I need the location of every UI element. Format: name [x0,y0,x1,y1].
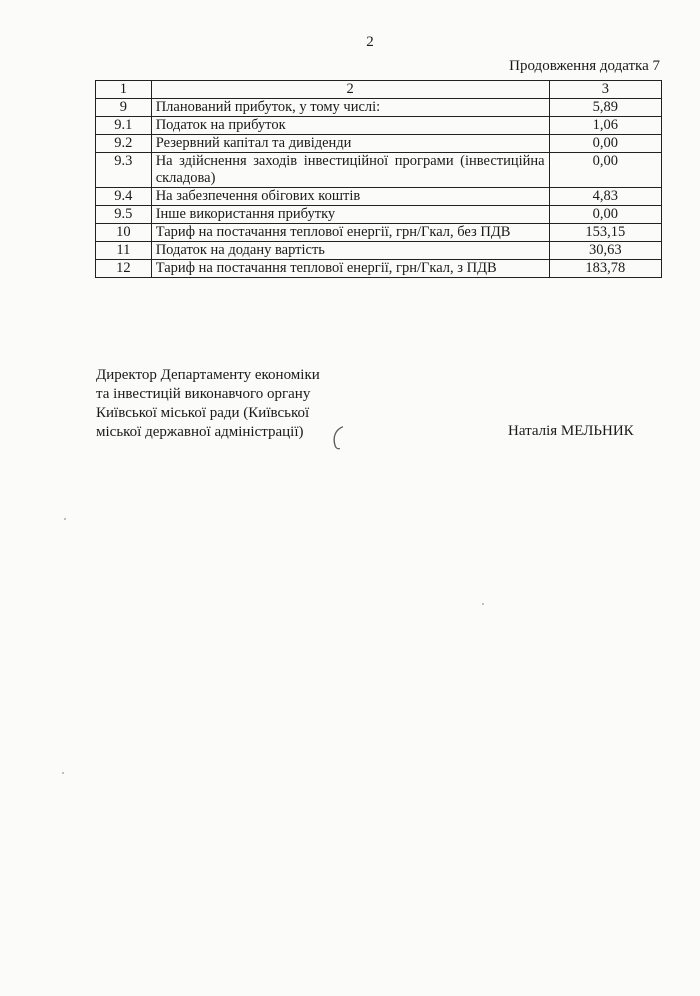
table-header-row [96,81,662,99]
header-col-3: 3 [549,81,661,99]
row-label: Податок на прибуток [151,117,549,135]
table-row [96,224,662,242]
row-label: Резервний капітал та дивіденди [151,135,549,153]
signer-title [96,366,320,442]
row-label: Тариф на постачання теплової енергії, грн/Гкал, без ПДВ [151,224,549,242]
row-number: 9 [96,99,152,117]
row-label: На здійснення заходів інвестиційної програми (інвестиційна складова) [151,153,549,188]
row-value: 30,63 [549,242,661,260]
row-label: Інше використання прибутку [151,206,549,224]
row-number: 11 [96,242,152,260]
row-number: 9.3 [96,153,152,188]
row-value: 0,00 [549,135,661,153]
table-row [96,153,662,188]
scan-speck [64,518,66,520]
table-row [96,99,662,117]
signer-line: Директор Департаменту економіки [96,367,320,383]
row-number: 10 [96,224,152,242]
row-number: 9.1 [96,117,152,135]
page-number: 2 [366,34,374,50]
table-row [96,242,662,260]
scan-speck [62,772,64,774]
row-label: На забезпечення обігових коштів [151,188,549,206]
continuation-label: Продовження додатка 7 [509,58,660,74]
header-col-1: 1 [96,81,152,99]
row-label: Планований прибуток, у тому числі: [151,99,549,117]
signer-name: Наталія МЕЛЬНИК [508,423,634,439]
row-value: 0,00 [549,206,661,224]
row-value: 5,89 [549,99,661,117]
table-row [96,206,662,224]
table-row [96,188,662,206]
tariff-table [95,80,662,278]
row-number: 9.4 [96,188,152,206]
row-value: 4,83 [549,188,661,206]
row-number: 9.5 [96,206,152,224]
signer-line: міської державної адміністрації) [96,424,304,440]
signer-line: Київської міської ради (Київської [96,405,310,421]
table-row [96,260,662,278]
row-label: Тариф на постачання теплової енергії, грн/Гкал, з ПДВ [151,260,549,278]
row-label: Податок на додану вартість [151,242,549,260]
header-col-2: 2 [151,81,549,99]
table-row [96,117,662,135]
row-value: 153,15 [549,224,661,242]
row-value: 1,06 [549,117,661,135]
row-value: 0,00 [549,153,661,188]
signer-line: та інвестицій виконавчого органу [96,386,311,402]
row-value: 183,78 [549,260,661,278]
row-number: 12 [96,260,152,278]
scan-speck [482,603,484,605]
table-row [96,135,662,153]
row-number: 9.2 [96,135,152,153]
handwritten-signature [328,423,346,457]
